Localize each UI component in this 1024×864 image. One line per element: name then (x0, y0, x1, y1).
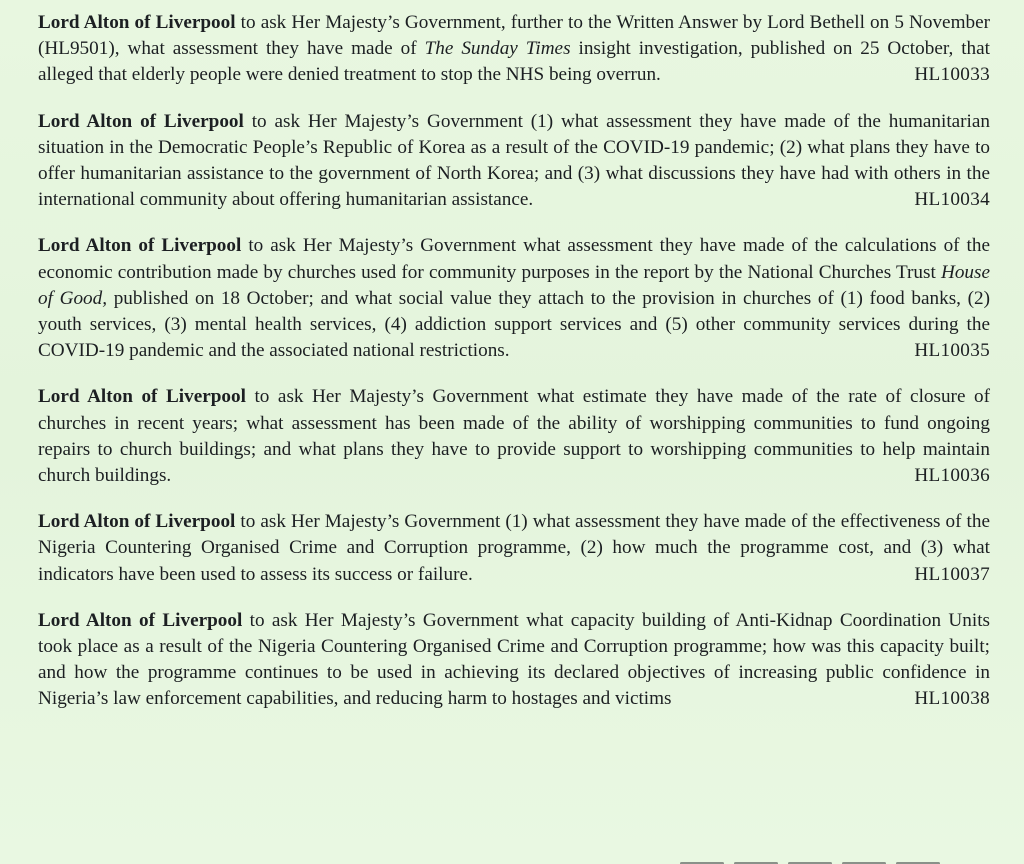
question-reference: HL10035 (914, 340, 990, 362)
question-hl10034 (38, 109, 990, 214)
question-text-continued: published on 18 October; and what social value they attach to the provision in churches of (1) food banks, (2) youth services, (3) mental health services, (4) addiction support services and (5) other community services during the COVID-19 pandemic and the associated national restrictions. (38, 287, 990, 362)
question-reference: HL10037 (914, 563, 990, 585)
question-text: to ask Her Majesty’s Government what estimate they have made of the rate of closure of churches in recent years; what assessment has been made of the ability of worshipping communities to fund ongoing repairs to church buildings; and what plans they have to provide support to worshipping communities to help maintain church buildings. (38, 386, 990, 487)
written-questions-list (38, 10, 990, 733)
question-hl10033 (38, 10, 990, 89)
question-asker: Lord Alton of Liverpool (38, 386, 246, 408)
question-asker: Lord Alton of Liverpool (38, 609, 243, 631)
question-text: to ask Her Majesty’s Government, further to the Written Answer by Lord Bethell on 5 November (HL9501), what assessment they have made of (38, 12, 990, 60)
question-asker: Lord Alton of Liverpool (38, 110, 244, 132)
question-text: to ask Her Majesty’s Government (1) what assessment they have made of the humanitarian situation in the Democratic People’s Republic of Korea as a result of the COVID-19 pandemic; (2) what plans they have to offer humanitarian assistance to the government of North Korea; and (3) what discussions they have had with others in the international community about offering humanitarian assistance. (38, 110, 990, 211)
publication-title: The Sunday Times (424, 38, 571, 60)
question-reference: HL10033 (914, 64, 990, 86)
question-hl10035 (38, 233, 990, 364)
question-reference: HL10034 (914, 189, 990, 211)
question-hl10037 (38, 509, 990, 588)
question-reference: HL10038 (914, 688, 990, 710)
question-asker: Lord Alton of Liverpool (38, 511, 236, 533)
question-asker: Lord Alton of Liverpool (38, 235, 242, 257)
question-hl10036 (38, 384, 990, 489)
question-reference: HL10036 (914, 465, 990, 487)
question-text: to ask Her Majesty’s Government (1) what assessment they have made of the effectiveness of the Nigeria Countering Organised Crime and Corruption programme, (2) how much the programme cost, and (3) what indicators have been used to assess its success or failure. (38, 511, 990, 585)
question-text: to ask Her Majesty’s Government what capacity building of Anti-Kidnap Coordination Units took place as a result of the Nigeria Countering Organised Crime and Corruption programme; how was this capacity built; and how the programme continues to be used in achieving its declared objectives of increasing public confidence in Nigeria’s law enforcement capabilities, and reducing harm to hostages and victims (38, 609, 990, 710)
question-text: to ask Her Majesty’s Government what assessment they have made of the calculations of the economic contribution made by churches used for community purposes in the report by the National Churches Trust (38, 235, 990, 283)
question-hl10038 (38, 608, 990, 713)
next-question-cutoff-decoration (680, 852, 1010, 864)
publication-title: House of Good, (38, 261, 990, 309)
question-asker: Lord Alton of Liverpool (38, 12, 236, 33)
question-text-continued: insight investigation, published on 25 October, that alleged that elderly people were denied treatment to stop the NHS being overrun. (38, 38, 990, 86)
